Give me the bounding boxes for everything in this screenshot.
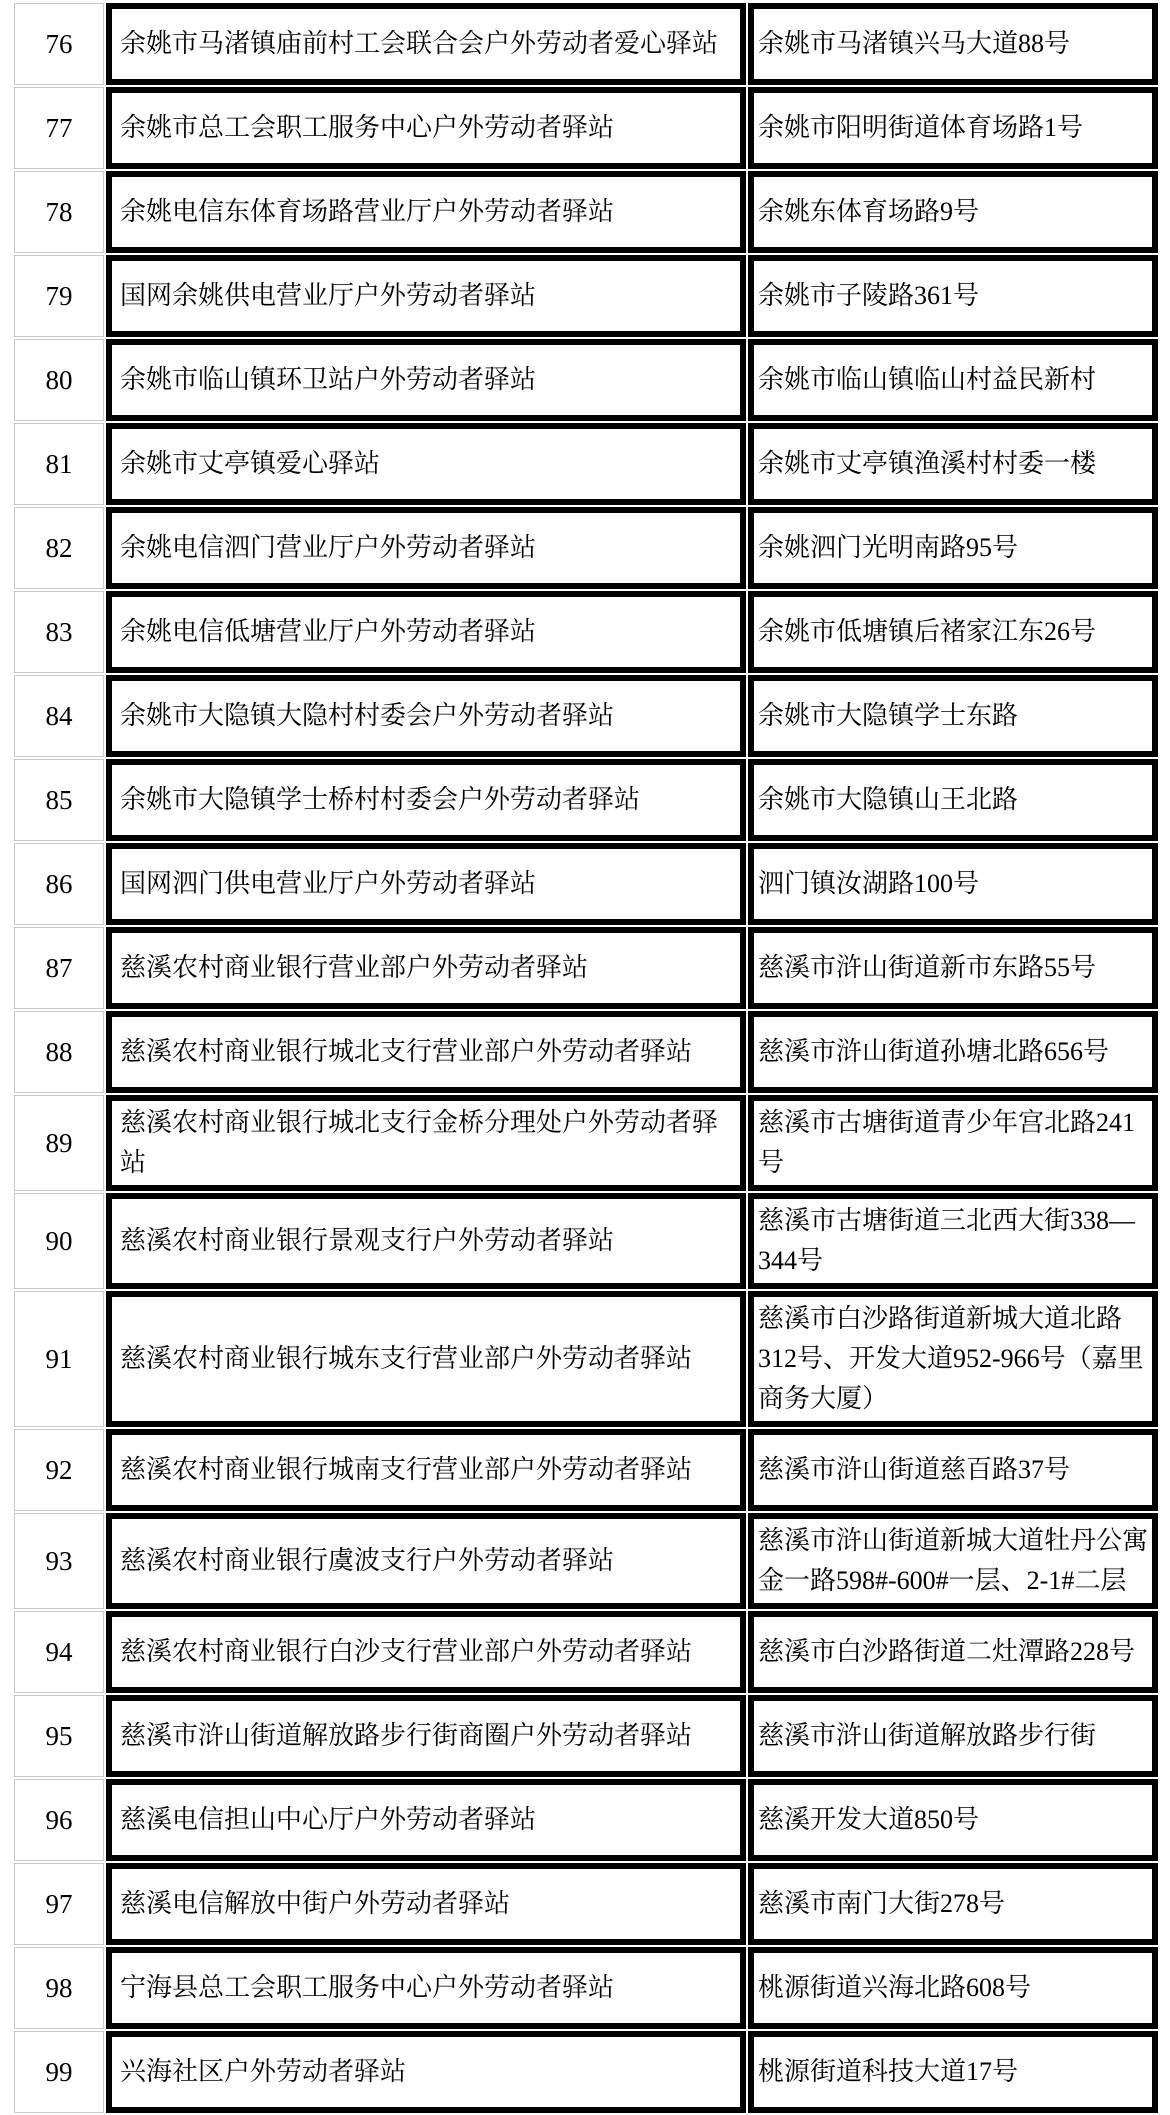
station-address-cell: 慈溪市南门大街278号	[748, 1863, 1158, 1945]
row-index-cell: 84	[14, 675, 104, 757]
row-index-cell: 95	[14, 1695, 104, 1777]
station-name-cell: 慈溪农村商业银行白沙支行营业部户外劳动者驿站	[106, 1611, 746, 1693]
station-address-cell: 余姚市子陵路361号	[748, 255, 1158, 337]
station-address-cell: 余姚市马渚镇兴马大道88号	[748, 3, 1158, 85]
station-address-cell: 泗门镇汝湖路100号	[748, 843, 1158, 925]
row-index-cell: 82	[14, 507, 104, 589]
row-index-cell: 99	[14, 2031, 104, 2113]
row-index-cell: 85	[14, 759, 104, 841]
station-name-cell: 余姚电信东体育场路营业厅户外劳动者驿站	[106, 171, 746, 253]
station-address-cell: 慈溪市古塘街道三北西大街338—344号	[748, 1193, 1158, 1289]
row-index-cell: 80	[14, 339, 104, 421]
station-name-cell: 慈溪农村商业银行城东支行营业部户外劳动者驿站	[106, 1291, 746, 1427]
row-index-cell: 92	[14, 1429, 104, 1511]
station-name-cell: 余姚电信泗门营业厅户外劳动者驿站	[106, 507, 746, 589]
table-row	[14, 255, 1158, 337]
row-index-cell: 90	[14, 1193, 104, 1289]
table-row	[14, 675, 1158, 757]
table-row	[14, 3, 1158, 85]
station-name-cell: 慈溪农村商业银行城北支行营业部户外劳动者驿站	[106, 1011, 746, 1093]
station-name-cell: 慈溪市浒山街道解放路步行街商圈户外劳动者驿站	[106, 1695, 746, 1777]
table-row	[14, 1863, 1158, 1945]
row-index-cell: 98	[14, 1947, 104, 2029]
station-address-cell: 慈溪开发大道850号	[748, 1779, 1158, 1861]
station-address-cell: 余姚市临山镇临山村益民新村	[748, 339, 1158, 421]
table-row	[14, 1011, 1158, 1093]
station-name-cell: 余姚市临山镇环卫站户外劳动者驿站	[106, 339, 746, 421]
table-row	[14, 1291, 1158, 1427]
row-index-cell: 83	[14, 591, 104, 673]
station-address-cell: 余姚泗门光明南路95号	[748, 507, 1158, 589]
table-row	[14, 423, 1158, 505]
station-name-cell: 国网泗门供电营业厅户外劳动者驿站	[106, 843, 746, 925]
row-index-cell: 94	[14, 1611, 104, 1693]
row-index-cell: 89	[14, 1095, 104, 1191]
station-address-cell: 桃源街道科技大道17号	[748, 2031, 1158, 2113]
row-index-cell: 78	[14, 171, 104, 253]
stations-table	[12, 1, 1160, 2115]
station-name-cell: 余姚市马渚镇庙前村工会联合会户外劳动者爱心驿站	[106, 3, 746, 85]
station-address-cell: 余姚东体育场路9号	[748, 171, 1158, 253]
station-name-cell: 兴海社区户外劳动者驿站	[106, 2031, 746, 2113]
station-name-cell: 余姚市丈亭镇爱心驿站	[106, 423, 746, 505]
station-address-cell: 余姚市丈亭镇渔溪村村委一楼	[748, 423, 1158, 505]
stations-document-page	[0, 1, 1170, 2087]
station-address-cell: 余姚市大隐镇学士东路	[748, 675, 1158, 757]
station-address-cell: 慈溪市浒山街道新市东路55号	[748, 927, 1158, 1009]
table-row	[14, 1695, 1158, 1777]
row-index-cell: 88	[14, 1011, 104, 1093]
table-row	[14, 1429, 1158, 1511]
station-address-cell: 慈溪市浒山街道慈百路37号	[748, 1429, 1158, 1511]
table-row	[14, 339, 1158, 421]
station-address-cell: 慈溪市白沙路街道二灶潭路228号	[748, 1611, 1158, 1693]
table-row	[14, 1611, 1158, 1693]
station-address-cell: 慈溪市白沙路街道新城大道北路312号、开发大道952-966号（嘉里商务大厦）	[748, 1291, 1158, 1427]
row-index-cell: 91	[14, 1291, 104, 1427]
table-row	[14, 759, 1158, 841]
station-name-cell: 慈溪电信解放中街户外劳动者驿站	[106, 1863, 746, 1945]
table-row	[14, 87, 1158, 169]
table-row	[14, 2031, 1158, 2113]
table-row	[14, 1095, 1158, 1191]
station-name-cell: 慈溪电信担山中心厅户外劳动者驿站	[106, 1779, 746, 1861]
row-index-cell: 96	[14, 1779, 104, 1861]
station-address-cell: 余姚市大隐镇山王北路	[748, 759, 1158, 841]
station-address-cell: 余姚市阳明街道体育场路1号	[748, 87, 1158, 169]
station-name-cell: 慈溪农村商业银行城北支行金桥分理处户外劳动者驿站	[106, 1095, 746, 1191]
station-name-cell: 宁海县总工会职工服务中心户外劳动者驿站	[106, 1947, 746, 2029]
table-row	[14, 591, 1158, 673]
table-row	[14, 507, 1158, 589]
row-index-cell: 81	[14, 423, 104, 505]
row-index-cell: 97	[14, 1863, 104, 1945]
table-row	[14, 843, 1158, 925]
station-name-cell: 余姚电信低塘营业厅户外劳动者驿站	[106, 591, 746, 673]
station-name-cell: 余姚市大隐镇学士桥村村委会户外劳动者驿站	[106, 759, 746, 841]
station-name-cell: 慈溪农村商业银行城南支行营业部户外劳动者驿站	[106, 1429, 746, 1511]
row-index-cell: 79	[14, 255, 104, 337]
row-index-cell: 93	[14, 1513, 104, 1609]
station-address-cell: 慈溪市浒山街道新城大道牡丹公寓金一路598#-600#一层、2-1#二层	[748, 1513, 1158, 1609]
row-index-cell: 86	[14, 843, 104, 925]
station-name-cell: 国网余姚供电营业厅户外劳动者驿站	[106, 255, 746, 337]
station-name-cell: 慈溪农村商业银行虞波支行户外劳动者驿站	[106, 1513, 746, 1609]
table-row	[14, 1193, 1158, 1289]
table-row	[14, 1947, 1158, 2029]
row-index-cell: 77	[14, 87, 104, 169]
station-name-cell: 余姚市大隐镇大隐村村委会户外劳动者驿站	[106, 675, 746, 757]
station-name-cell: 余姚市总工会职工服务中心户外劳动者驿站	[106, 87, 746, 169]
table-row	[14, 171, 1158, 253]
station-address-cell: 桃源街道兴海北路608号	[748, 1947, 1158, 2029]
station-name-cell: 慈溪农村商业银行营业部户外劳动者驿站	[106, 927, 746, 1009]
station-address-cell: 慈溪市浒山街道解放路步行街	[748, 1695, 1158, 1777]
stations-table-body	[14, 3, 1158, 2113]
station-address-cell: 慈溪市古塘街道青少年宫北路241号	[748, 1095, 1158, 1191]
table-row	[14, 1779, 1158, 1861]
station-address-cell: 余姚市低塘镇后褚家江东26号	[748, 591, 1158, 673]
table-row	[14, 927, 1158, 1009]
station-address-cell: 慈溪市浒山街道孙塘北路656号	[748, 1011, 1158, 1093]
row-index-cell: 76	[14, 3, 104, 85]
row-index-cell: 87	[14, 927, 104, 1009]
station-name-cell: 慈溪农村商业银行景观支行户外劳动者驿站	[106, 1193, 746, 1289]
table-row	[14, 1513, 1158, 1609]
